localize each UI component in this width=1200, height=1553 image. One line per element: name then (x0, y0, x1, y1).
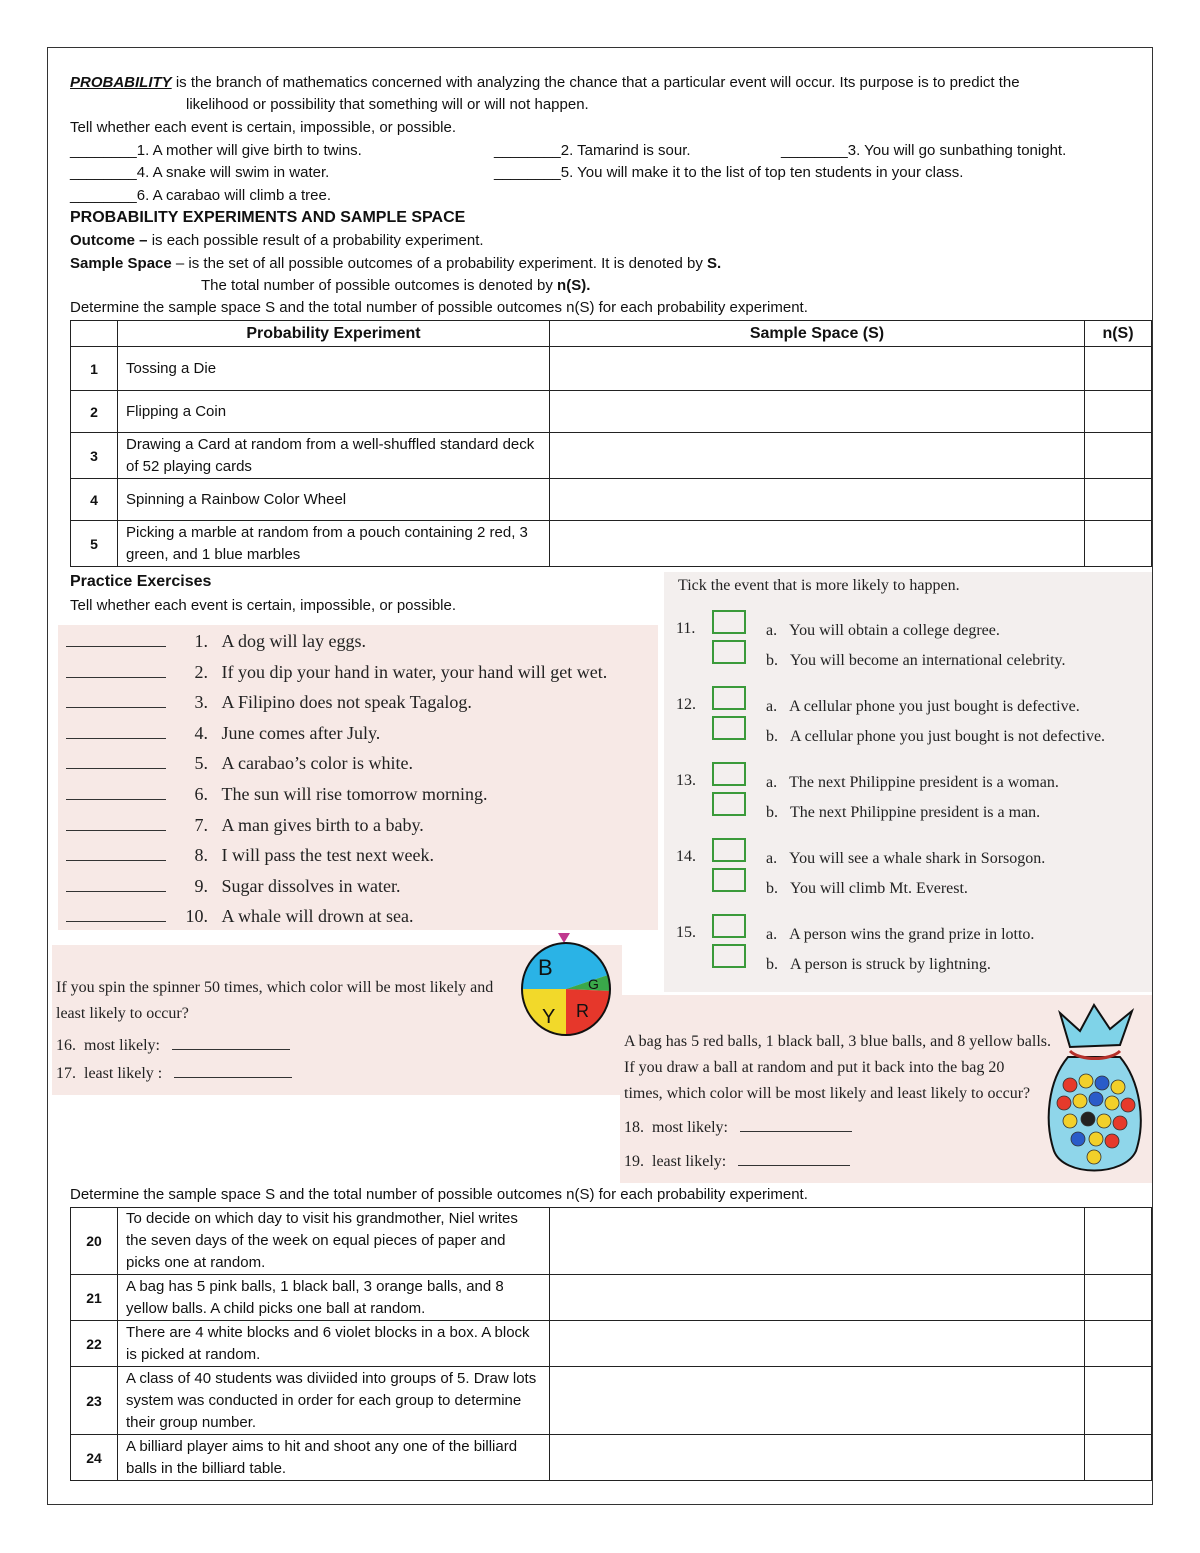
bag-panel (620, 995, 1152, 1183)
experiment-cell: Picking a marble at random from a pouch containing 2 red, 3 green, and 1 blue marbles (118, 521, 550, 567)
tick-checkbox-b[interactable] (712, 792, 746, 816)
tick-checkbox-b[interactable] (712, 944, 746, 968)
item-number: 3. (194, 692, 208, 713)
sample-space-cell[interactable] (550, 433, 1085, 479)
ns-cell[interactable] (1085, 1321, 1152, 1367)
answer-blank[interactable]: ________ (70, 164, 137, 181)
bag-ball-icon (1087, 1150, 1101, 1164)
tick-option-a (766, 850, 1045, 868)
q16-label: most likely: (84, 1037, 160, 1054)
sample-space-table-2 (70, 1207, 1152, 1481)
option-a-text: A cellular phone you just bought is defective. (789, 698, 1080, 715)
experiment-cell: Drawing a Card at random from a well-shuffled standard deck of 52 playing cards (118, 433, 550, 479)
practice-item (66, 876, 400, 897)
experiment-cell: To decide on which day to visit his grandmother, Niel writes the seven days of the week on equal pieces of paper and picks one at random. (118, 1208, 550, 1275)
tick-option-a (766, 698, 1080, 716)
intro-item-6 (70, 185, 331, 207)
option-b-text: A cellular phone you just bought is not defective. (790, 728, 1106, 745)
q17-num: 17. (56, 1065, 76, 1082)
probability-definition (70, 72, 1020, 94)
tick-box-b[interactable] (712, 640, 746, 669)
item-number: 5. (194, 753, 208, 774)
practice-item (66, 906, 413, 927)
practice-item (66, 815, 424, 836)
tick-instruction: Tick the event that is more likely to happen. (678, 577, 960, 594)
row-number: 22 (71, 1321, 118, 1367)
spinner-letter-y: Y (542, 1006, 556, 1028)
item-text: 6. A carabao will climb a tree. (136, 187, 332, 204)
q17 (56, 1065, 292, 1083)
answer-blank[interactable]: ________ (70, 142, 137, 159)
item-number: 8. (194, 845, 208, 866)
option-b-text: The next Philippine president is a man. (790, 804, 1041, 821)
spinner-panel (52, 945, 622, 1095)
tick-option-b (766, 880, 968, 898)
definition-line-2: likelihood or possibility that something will or will not happen. (186, 96, 589, 113)
ns-cell[interactable] (1085, 1275, 1152, 1321)
intro-item-4 (70, 162, 329, 184)
item-text: A carabao’s color is white. (221, 753, 413, 774)
sample-space-cell[interactable] (550, 1275, 1085, 1321)
spinner-pointer-icon (558, 933, 570, 943)
ns-cell[interactable] (1085, 347, 1152, 391)
item-number: 2. (194, 661, 208, 682)
tick-option-b (766, 728, 1105, 746)
sample-space-cell[interactable] (550, 391, 1085, 433)
option-b-label: b. (766, 956, 778, 973)
experiment-cell: A billiard player aims to hit and shoot any one of the billiard balls in the billiard table. (118, 1435, 550, 1481)
table-row (71, 433, 1152, 479)
item-text: The sun will rise tomorrow morning. (221, 784, 488, 804)
row-number: 24 (71, 1435, 118, 1481)
table-header-row (71, 321, 1152, 347)
ns-cell[interactable] (1085, 1435, 1152, 1481)
experiment-cell: Spinning a Rainbow Color Wheel (118, 479, 550, 521)
item-text: 3. You will go sunbathing tonight. (847, 142, 1067, 159)
practice-item (66, 784, 487, 805)
option-b-label: b. (766, 804, 778, 821)
table-row (71, 1275, 1152, 1321)
item-text: A whale will drown at sea. (221, 906, 414, 927)
item-number: 9. (194, 875, 208, 896)
answer-blank[interactable] (66, 891, 166, 892)
practice-item (66, 845, 434, 866)
tick-item-number: 14. (676, 848, 696, 865)
ns-cell[interactable] (1085, 521, 1152, 567)
tick-box-a[interactable] (712, 838, 746, 867)
tick-checkbox-b[interactable] (712, 640, 746, 664)
table-row (71, 479, 1152, 521)
tick-item-number-wrap (676, 620, 695, 638)
tick-box-b[interactable] (712, 944, 746, 973)
outcome-definition (70, 230, 484, 252)
tick-item-number-wrap (676, 924, 696, 942)
total-definition (201, 275, 590, 297)
tick-panel (664, 572, 1152, 992)
answer-blank[interactable] (66, 799, 166, 800)
intro-item-3 (781, 140, 1066, 162)
q18-num: 18. (624, 1119, 644, 1136)
tick-option-a (766, 774, 1059, 792)
bag-question-line-3: times, which color will be most likely and least likely to occur? (624, 1085, 1031, 1102)
table-row (71, 391, 1152, 433)
tick-box-b[interactable] (712, 716, 746, 745)
item-text: If you dip your hand in water, your hand will get wet. (221, 661, 608, 682)
bag-question-line-2: If you draw a ball at random and put it back into the bag 20 (624, 1059, 1005, 1076)
header-ns: n(S) (1085, 321, 1152, 347)
bag-ball-icon (1113, 1116, 1127, 1130)
answer-blank[interactable] (66, 707, 166, 708)
probability-term: PROBABILITY (70, 74, 172, 91)
tick-box-a[interactable] (712, 610, 746, 639)
tick-option-b (766, 652, 1065, 670)
bag-ball-icon (1071, 1132, 1085, 1146)
table-row (71, 1367, 1152, 1435)
practice-item (66, 631, 366, 652)
tick-box-a[interactable] (712, 762, 746, 791)
sample-space-cell[interactable] (550, 479, 1085, 521)
item-text: 1. A mother will give birth to twins. (136, 142, 362, 159)
tick-checkbox-a[interactable] (712, 610, 746, 634)
item-number: 7. (194, 814, 208, 835)
item-text: I will pass the test next week. (221, 845, 434, 866)
bag-ball-icon (1057, 1096, 1071, 1110)
table-row (71, 347, 1152, 391)
sample-space-cell[interactable] (550, 347, 1085, 391)
tick-option-a (766, 926, 1034, 944)
answer-blank[interactable] (66, 860, 166, 861)
intro-item-1 (70, 140, 362, 162)
item-text: 2. Tamarind is sour. (560, 142, 691, 159)
option-b-label: b. (766, 880, 778, 897)
sample-space-cell[interactable] (550, 1367, 1085, 1435)
answer-blank[interactable] (66, 768, 166, 769)
ns-cell[interactable] (1085, 1367, 1152, 1435)
option-b-text: You will become an international celebrity. (790, 652, 1066, 669)
answer-blank[interactable] (66, 921, 166, 922)
tick-checkbox-a[interactable] (712, 686, 746, 710)
outcome-text: is each possible result of a probability experiment. (147, 232, 484, 249)
tick-checkbox-a[interactable] (712, 914, 746, 938)
spinner-question-line-2: least likely to occur? (56, 1005, 189, 1022)
answer-blank[interactable]: ________ (494, 164, 561, 181)
tick-option-b (766, 956, 991, 974)
total-text: The total number of possible outcomes is denoted by (201, 277, 558, 294)
item-text: A man gives birth to a baby. (221, 814, 424, 835)
sample-space-cell[interactable] (550, 1435, 1085, 1481)
bag-ball-icon (1089, 1092, 1103, 1106)
bag-ball-icon (1063, 1078, 1077, 1092)
total-symbol: n(S). (557, 277, 591, 294)
tick-checkbox-a[interactable] (712, 762, 746, 786)
answer-blank[interactable] (66, 677, 166, 678)
practice-item (66, 723, 380, 744)
sample-symbol: S. (707, 255, 722, 272)
bag-ball-icon (1105, 1134, 1119, 1148)
row-number: 21 (71, 1275, 118, 1321)
bag-ball-icon (1063, 1114, 1077, 1128)
table-row (71, 1435, 1152, 1481)
option-a-label: a. (766, 698, 778, 715)
answer-blank[interactable]: ________ (494, 142, 561, 159)
option-a-label: a. (766, 926, 778, 943)
intro-item-2 (494, 140, 691, 162)
item-number: 1. (194, 631, 208, 651)
row-number: 23 (71, 1367, 118, 1435)
bag-ball-icon (1073, 1094, 1087, 1108)
sample-space-cell[interactable] (550, 1208, 1085, 1275)
ball-bag-icon (1040, 1001, 1148, 1179)
tick-box-a[interactable] (712, 914, 746, 943)
spinner-wheel-graphic (518, 933, 614, 1045)
answer-blank[interactable] (66, 646, 166, 647)
ns-cell[interactable] (1085, 391, 1152, 433)
tick-checkbox-b[interactable] (712, 868, 746, 892)
bag-ball-icon (1111, 1080, 1125, 1094)
q19-answer-blank[interactable] (738, 1165, 850, 1166)
table-row (71, 1208, 1152, 1275)
tick-checkbox-b[interactable] (712, 716, 746, 740)
ns-cell[interactable] (1085, 479, 1152, 521)
tick-box-b[interactable] (712, 868, 746, 897)
sample-space-cell[interactable] (550, 521, 1085, 567)
option-b-label: b. (766, 728, 778, 745)
row-number: 3 (71, 433, 118, 479)
tick-item-number-wrap (676, 848, 696, 866)
experiment-cell: There are 4 white blocks and 6 violet blocks in a box. A block is picked at random. (118, 1321, 550, 1367)
intro-item-5 (494, 162, 963, 184)
answer-blank[interactable]: ________ (781, 142, 848, 159)
option-a-label: a. (766, 850, 778, 867)
answer-blank[interactable] (66, 738, 166, 739)
experiment-cell: A class of 40 students was diviided into groups of 5. Draw lots system was conducted in order for each group to determine their group number. (118, 1367, 550, 1435)
bag-ball-icon (1097, 1114, 1111, 1128)
item-number: 4. (194, 722, 208, 743)
item-number: 6. (194, 784, 208, 804)
item-text: 5. You will make it to the list of top ten students in your class. (560, 164, 964, 181)
item-text: A dog will lay eggs. (221, 631, 366, 651)
option-a-text: The next Philippine president is a woman. (789, 774, 1059, 791)
ns-cell[interactable] (1085, 1208, 1152, 1275)
table1-instruction: Determine the sample space S and the total number of possible outcomes n(S) for each probability experiment. (70, 299, 808, 316)
table2-instruction: Determine the sample space S and the total number of possible outcomes n(S) for each probability experiment. (70, 1186, 808, 1203)
header-sample-space: Sample Space (S) (550, 321, 1085, 347)
tick-item-number: 11. (676, 620, 696, 637)
option-a-label: a. (766, 774, 778, 791)
row-number: 1 (71, 347, 118, 391)
header-num (71, 321, 118, 347)
item-number: 10. (185, 906, 208, 927)
tick-checkbox-a[interactable] (712, 838, 746, 862)
tick-box-b[interactable] (712, 792, 746, 821)
bag-ball-icon (1079, 1074, 1093, 1088)
practice-item (66, 662, 607, 683)
bag-question-line-1: A bag has 5 red balls, 1 black ball, 3 blue balls, and 8 yellow balls. (624, 1033, 1052, 1050)
q19-label: least likely: (652, 1153, 727, 1170)
item-text: Sugar dissolves in water. (221, 875, 401, 896)
spinner-letter-g: G (588, 976, 599, 992)
option-b-label: b. (766, 652, 778, 669)
outcome-term: Outcome – (70, 232, 148, 249)
q17-label: least likely : (84, 1065, 163, 1082)
intro-instruction: Tell whether each event is certain, impossible, or possible. (70, 119, 457, 136)
spinner-letter-b: B (538, 955, 553, 980)
tick-item-number: 15. (676, 924, 696, 941)
table-row (71, 521, 1152, 567)
bag-ball-icon (1081, 1112, 1095, 1126)
practice-heading: Practice Exercises (70, 573, 212, 590)
option-b-text: You will climb Mt. Everest. (790, 880, 968, 897)
row-number: 4 (71, 479, 118, 521)
q19-num: 19. (624, 1153, 644, 1170)
option-a-text: You will obtain a college degree. (789, 622, 1000, 639)
bag-ball-icon (1121, 1098, 1135, 1112)
experiment-cell: Tossing a Die (118, 347, 550, 391)
practice-item (66, 692, 472, 713)
table-row (71, 1321, 1152, 1367)
option-a-label: a. (766, 622, 778, 639)
sample-term: Sample Space (70, 255, 172, 272)
q18 (624, 1119, 852, 1137)
option-a-text: A person wins the grand prize in lotto. (789, 926, 1035, 943)
section-heading: PROBABILITY EXPERIMENTS AND SAMPLE SPACE (70, 209, 466, 226)
experiment-cell: Flipping a Coin (118, 391, 550, 433)
tick-item-number-wrap (676, 696, 696, 714)
tick-box-a[interactable] (712, 686, 746, 715)
row-number: 5 (71, 521, 118, 567)
practice-scan-panel (58, 625, 658, 930)
answer-blank[interactable] (66, 830, 166, 831)
q18-label: most likely: (652, 1119, 728, 1136)
tick-option-b (766, 804, 1040, 822)
answer-blank[interactable]: ________ (70, 187, 137, 204)
bag-ball-icon (1105, 1096, 1119, 1110)
experiment-cell: A bag has 5 pink balls, 1 black ball, 3 orange balls, and 8 yellow balls. A child picks one ball at random. (118, 1275, 550, 1321)
q17-answer-blank[interactable] (174, 1077, 292, 1078)
sample-space-definition (70, 253, 721, 275)
tick-item-number: 12. (676, 696, 696, 713)
row-number: 2 (71, 391, 118, 433)
bag-ball-icon (1095, 1076, 1109, 1090)
q16 (56, 1037, 290, 1055)
sample-space-table-1 (70, 320, 1152, 567)
row-number: 20 (71, 1208, 118, 1275)
item-text: A Filipino does not speak Tagalog. (221, 692, 472, 713)
sample-space-cell[interactable] (550, 1321, 1085, 1367)
header-experiment: Probability Experiment (118, 321, 550, 347)
tick-item-number-wrap (676, 772, 696, 790)
item-text: June comes after July. (221, 722, 381, 743)
sample-text: – is the set of all possible outcomes of a probability experiment. It is denoted by (171, 255, 708, 272)
tick-option-a (766, 622, 1000, 640)
bag-ball-icon (1089, 1132, 1103, 1146)
q16-num: 16. (56, 1037, 76, 1054)
option-b-text: A person is struck by lightning. (790, 956, 991, 973)
q16-answer-blank[interactable] (172, 1049, 290, 1050)
practice-instruction: Tell whether each event is certain, impossible, or possible. (70, 597, 457, 614)
ns-cell[interactable] (1085, 433, 1152, 479)
q19 (624, 1153, 850, 1171)
definition-line-1: is the branch of mathematics concerned with analyzing the chance that a particular event will occur. Its purpose is to predict the (171, 74, 1020, 91)
spinner-question-line-1: If you spin the spinner 50 times, which color will be most likely and (56, 979, 494, 996)
spinner-letter-r: R (576, 1001, 589, 1021)
item-text: 4. A snake will swim in water. (136, 164, 330, 181)
tick-item-number: 13. (676, 772, 696, 789)
option-a-text: You will see a whale shark in Sorsogon. (789, 850, 1046, 867)
practice-item (66, 753, 413, 774)
q18-answer-blank[interactable] (740, 1131, 852, 1132)
